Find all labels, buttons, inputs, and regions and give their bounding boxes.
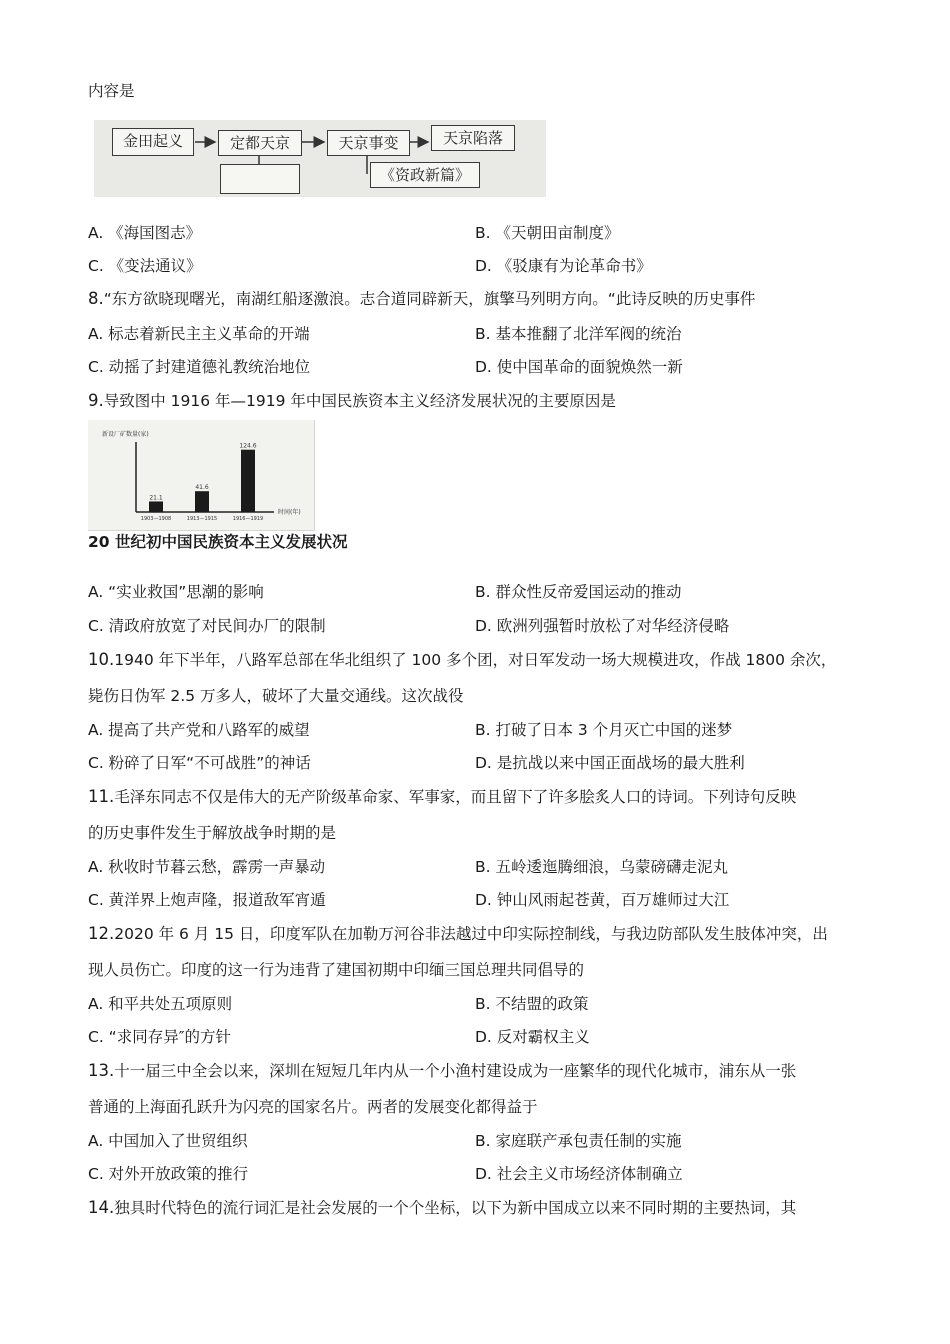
q10-stem-line2: 毙伤日伪军 2.5 万多人，破坏了大量交通线。这次战役: [88, 687, 464, 705]
q14-number: 14.: [88, 1198, 115, 1217]
q10-stem-text1: 1940 年下半年，八路军总部在华北组织了 100 多个团，对日军发动一场大规模进攻，作战 1800 余次，: [114, 651, 837, 669]
q11-stem-line1: [88, 787, 796, 807]
q8-number: 8.: [88, 289, 104, 308]
chart-svg: [88, 420, 314, 530]
q13-stem-line2: 普通的上海面孔跃升为闪亮的国家名片。两者的发展变化都得益于: [88, 1098, 538, 1116]
bar-value-label-2: 41.6: [195, 484, 209, 492]
q12-option-a: A. 和平共处五项原则: [88, 995, 233, 1013]
q13-number: 13.: [88, 1061, 115, 1080]
q7-option-b: B. 《天朝田亩制度》: [475, 224, 620, 242]
x-tick-label-2: 1913—1915: [186, 516, 218, 522]
x-tick-label-3: 1916—1919: [232, 516, 264, 522]
taiping-flow-diagram: [94, 120, 546, 197]
q7-option-d: D. 《驳康有为论革命书》: [475, 257, 652, 275]
q10-option-d: D. 是抗战以来中国正面战场的最大胜利: [475, 754, 745, 772]
x-tick-label-1: 1903—1908: [140, 516, 172, 522]
q9-option-c: C. 清政府放宽了对民间办厂的限制: [88, 617, 326, 635]
q9-number: 9.: [88, 391, 104, 410]
chart-x-label: 时间(年): [278, 509, 301, 516]
q13-option-a: A. 中国加入了世贸组织: [88, 1132, 248, 1150]
flow-box-blank: [220, 164, 300, 194]
bar-value-label-1: 21.1: [149, 494, 163, 502]
q12-stem-line2: 现人员伤亡。印度的这一行为违背了建国初期中印缅三国总理共同倡导的: [88, 961, 585, 979]
q8-option-a: A. 标志着新民主主义革命的开端: [88, 325, 310, 343]
q14-stem-text: 独具时代特色的流行词汇是社会发展的一个个坐标，以下为新中国成立以来不同时期的主要热词，其: [114, 1199, 797, 1217]
q11-option-c: C. 黄洋界上炮声隆，报道敌军宵遁: [88, 891, 326, 909]
capitalism-bar-chart: [88, 420, 315, 531]
q8-stem-text: “东方欲晓现曙光，南湖红船逐激浪。志合道同辟新天，旗擎马列明方向。“此诗反映的历史事件: [103, 290, 756, 308]
q8-stem: [88, 289, 755, 309]
q7-option-a: A. 《海国图志》: [88, 224, 202, 242]
q11-number: 11.: [88, 787, 115, 806]
bar-2: [195, 491, 209, 512]
flow-box-jintian: 金田起义: [112, 128, 194, 156]
q7-option-c: C. 《变法通议》: [88, 257, 202, 275]
q9-stem: [88, 391, 616, 411]
q13-stem-line1: [88, 1061, 796, 1081]
q12-option-d: D. 反对霸权主义: [475, 1028, 590, 1046]
flow-box-fall: 天京陷落: [431, 125, 515, 151]
q11-option-b: B. 五岭逶迤腾细浪，乌蒙磅礴走泥丸: [475, 858, 728, 876]
q13-option-c: C. 对外开放政策的推行: [88, 1165, 249, 1183]
q11-option-d: D. 钟山风雨起苍黄，百万雄师过大江: [475, 891, 730, 909]
q9-stem-text: 导致图中 1916 年—1919 年中国民族资本主义经济发展状况的主要原因是: [103, 392, 616, 410]
q10-option-c: C. 粉碎了日军“不可战胜”的神话: [88, 754, 311, 772]
flow-box-zizheng: 《资政新篇》: [370, 162, 480, 188]
q10-option-a: A. 提高了共产党和八路军的威望: [88, 721, 310, 739]
chart-y-label: 新设厂矿数量(家): [102, 431, 149, 438]
q10-stem-line1: [88, 650, 836, 670]
q8-option-c: C. 动摇了封建道德礼教统治地位: [88, 358, 311, 376]
q13-option-d: D. 社会主义市场经济体制确立: [475, 1165, 683, 1183]
q8-option-b: B. 基本推翻了北洋军阀的统治: [475, 325, 682, 343]
q14-stem: [88, 1198, 796, 1218]
q9-chart-caption: 20 世纪初中国民族资本主义发展状况: [88, 533, 348, 551]
q9-option-a: A. “实业救国”思潮的影响: [88, 583, 264, 601]
q12-stem-text1: 2020 年 6 月 15 日，印度军队在加勒万河谷非法越过中印实际控制线，与我边防部队发生肢体冲突，出: [114, 925, 828, 943]
bar-value-label-3: 124.6: [239, 442, 257, 450]
q11-option-a: A. 秋收时节暮云愁，霹雳一声暴动: [88, 858, 326, 876]
q12-number: 12.: [88, 924, 115, 943]
bar-1: [149, 501, 163, 512]
q9-option-b: B. 群众性反帝爱国运动的推动: [475, 583, 682, 601]
q11-stem-line2: 的历史事件发生于解放战争时期的是: [88, 824, 337, 842]
q10-number: 10.: [88, 650, 115, 669]
q12-option-b: B. 不结盟的政策: [475, 995, 589, 1013]
q12-stem-line1: [88, 924, 828, 944]
q13-stem-text1: 十一届三中全会以来，深圳在短短几年内从一个小渔村建设成为一座繁华的现代化城市，浦东从一张: [114, 1062, 797, 1080]
q10-option-b: B. 打破了日本 3 个月灭亡中国的迷梦: [475, 721, 733, 739]
q12-option-c: C. “求同存异″的方针: [88, 1028, 231, 1046]
q9-option-d: D. 欧洲列强暂时放松了对华经济侵略: [475, 617, 730, 635]
q8-option-d: D. 使中国革命的面貌焕然一新: [475, 358, 683, 376]
q13-option-b: B. 家庭联产承包责任制的实施: [475, 1132, 682, 1150]
flow-box-incident: 天京事变: [327, 130, 410, 156]
q11-stem-text1: 毛泽东同志不仅是伟大的无产阶级革命家、军事家，而且留下了许多脍炙人口的诗词。下列诗句反映: [114, 788, 797, 806]
flow-box-tianjing: 定都天京: [218, 130, 302, 156]
intro-line: 内容是: [88, 82, 135, 100]
bar-3: [241, 450, 255, 512]
